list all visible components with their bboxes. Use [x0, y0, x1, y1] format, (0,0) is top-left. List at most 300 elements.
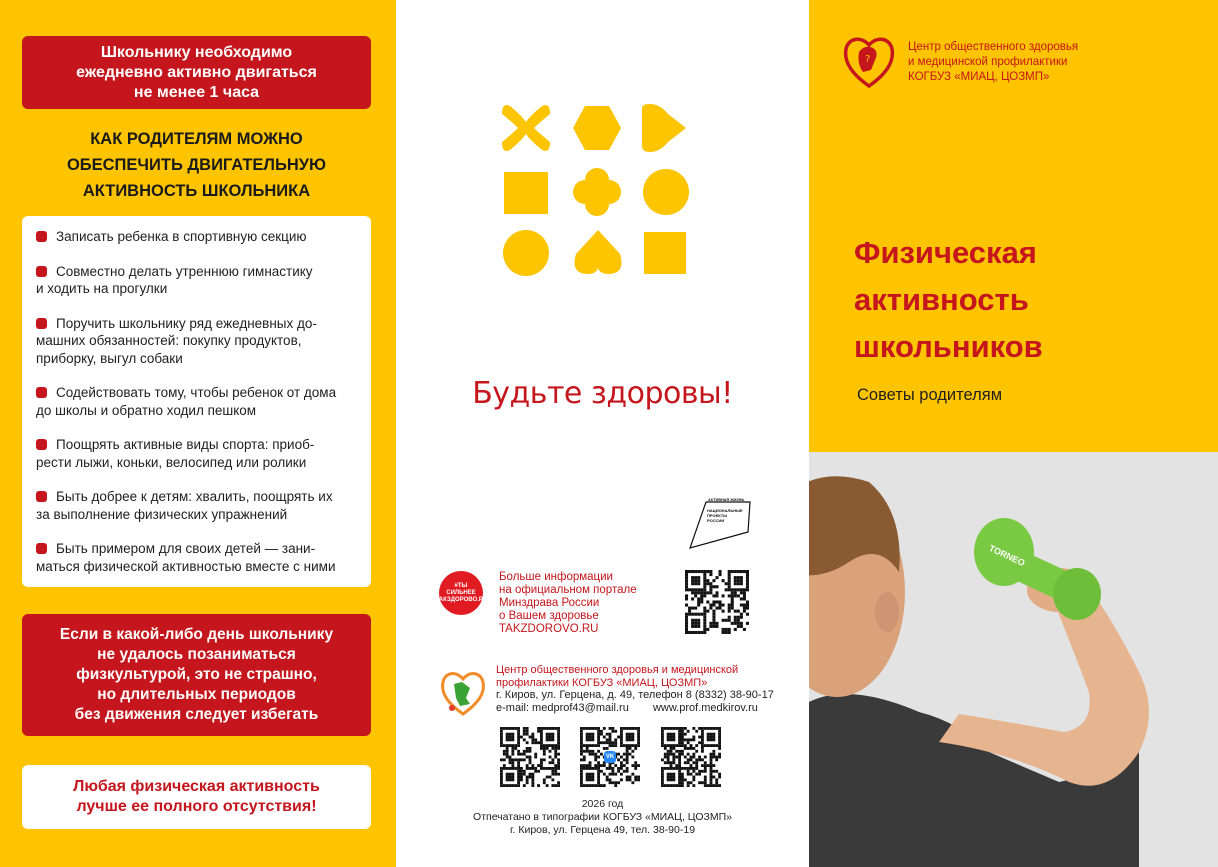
qr-module	[672, 753, 675, 756]
qr-code-website[interactable]	[661, 727, 721, 787]
qr-module	[531, 764, 534, 767]
qr-module	[503, 767, 506, 770]
qr-module	[594, 756, 597, 759]
qr-module	[631, 773, 634, 776]
qr-module	[554, 756, 557, 759]
qr-module	[509, 761, 512, 764]
circle-icon	[503, 230, 549, 276]
qr-module	[600, 770, 603, 773]
vk-icon: VK	[604, 751, 616, 763]
qr-module	[529, 750, 532, 753]
qr-module	[707, 744, 710, 747]
qr-module	[557, 781, 560, 784]
qr-module	[690, 767, 693, 770]
qr-module	[691, 613, 694, 616]
qr-module	[629, 744, 632, 747]
qr-module	[617, 753, 620, 756]
center-website[interactable]: www.prof.medkirov.ru	[652, 701, 758, 714]
qr-module	[603, 736, 606, 739]
qr-module	[511, 747, 514, 750]
bullet-icon	[36, 266, 47, 277]
qr-module	[710, 776, 713, 779]
slogan: Будьте здоровы!	[472, 376, 733, 411]
qr-module	[691, 576, 694, 579]
qr-module	[597, 784, 600, 787]
qr-module	[661, 733, 664, 736]
qr-module	[520, 773, 523, 776]
qr-module	[614, 781, 617, 784]
qr-module	[589, 744, 592, 747]
qr-module	[500, 770, 503, 773]
qr-module	[681, 750, 684, 753]
qr-module	[580, 738, 583, 741]
qr-module	[740, 625, 743, 628]
qr-module	[620, 744, 623, 747]
qr-module	[678, 761, 681, 764]
qr-module	[734, 628, 737, 631]
qr-module	[698, 756, 701, 759]
qr-module	[500, 733, 503, 736]
qr-module	[681, 776, 684, 779]
qr-module	[597, 733, 600, 736]
qr-module	[703, 582, 706, 585]
qr-module	[511, 776, 514, 779]
qr-module	[722, 628, 725, 631]
qr-module	[549, 750, 552, 753]
qr-module	[695, 773, 698, 776]
qr-module	[743, 607, 746, 610]
qr-module	[697, 622, 700, 625]
qr-module	[540, 764, 543, 767]
qr-module	[692, 776, 695, 779]
qr-module	[670, 727, 673, 730]
qr-module	[664, 761, 667, 764]
center-contacts	[496, 664, 774, 714]
qr-module	[694, 588, 697, 591]
qr-module	[731, 607, 734, 610]
qr-module	[620, 773, 623, 776]
qr-module	[694, 613, 697, 616]
qr-module	[637, 764, 640, 767]
qr-module	[715, 744, 718, 747]
qr-module	[703, 631, 706, 634]
qr-module	[710, 733, 713, 736]
qr-module	[688, 588, 691, 591]
qr-module	[606, 747, 609, 750]
qr-module	[549, 733, 552, 736]
qr-module	[580, 733, 583, 736]
qr-module	[620, 727, 623, 730]
qr-module	[523, 738, 526, 741]
qr-module	[718, 736, 721, 739]
qr-module	[728, 610, 731, 613]
qr-module	[586, 764, 589, 767]
qr-module	[583, 750, 586, 753]
list-item	[36, 436, 361, 471]
qr-module	[551, 773, 554, 776]
qr-module	[500, 767, 503, 770]
qr-module	[684, 727, 687, 730]
qr-module	[589, 764, 592, 767]
qr-module	[694, 631, 697, 634]
qr-module	[500, 738, 503, 741]
qr-module	[685, 631, 688, 634]
portal-info-line: Минздрава России	[499, 597, 600, 609]
qr-module	[503, 758, 506, 761]
qr-module	[737, 579, 740, 582]
qr-module	[540, 744, 543, 747]
qr-module	[631, 781, 634, 784]
list-item	[36, 315, 361, 368]
qr-module	[594, 764, 597, 767]
qr-module	[597, 764, 600, 767]
qr-module	[712, 736, 715, 739]
bullet-icon	[36, 387, 47, 398]
qr-module	[540, 747, 543, 750]
qr-module	[728, 573, 731, 576]
qr-module	[661, 784, 664, 787]
qr-module	[537, 727, 540, 730]
qr-module	[707, 733, 710, 736]
qr-module	[691, 579, 694, 582]
qr-module	[623, 758, 626, 761]
qr-module	[597, 738, 600, 741]
qr-module	[523, 727, 526, 730]
qr-code-vk[interactable]	[580, 727, 640, 787]
qr-module	[712, 750, 715, 753]
qr-module	[509, 738, 512, 741]
qr-module	[517, 767, 520, 770]
qr-module	[715, 622, 718, 625]
qr-module	[719, 607, 722, 610]
qr-module	[710, 781, 713, 784]
qr-module	[629, 738, 632, 741]
qr-module	[670, 747, 673, 750]
qr-module	[583, 727, 586, 730]
qr-module	[672, 773, 675, 776]
qr-module	[737, 594, 740, 597]
qr-module	[603, 784, 606, 787]
qr-module	[681, 767, 684, 770]
square-icon	[504, 172, 548, 214]
qr-module	[718, 753, 721, 756]
qr-module	[701, 733, 704, 736]
qr-module	[520, 776, 523, 779]
qr-module	[543, 727, 546, 730]
qr-module	[710, 773, 713, 776]
portal-link[interactable]: TAKZDOROVO.RU	[499, 623, 599, 635]
qr-module	[701, 750, 704, 753]
qr-module	[597, 761, 600, 764]
qr-icon	[685, 570, 749, 634]
qr-module	[661, 758, 664, 761]
qr-module	[589, 733, 592, 736]
qr-module	[703, 625, 706, 628]
qr-module	[540, 741, 543, 744]
qr-module	[597, 727, 600, 730]
qr-module	[695, 767, 698, 770]
qr-module	[664, 744, 667, 747]
qr-module	[549, 727, 552, 730]
qr-module	[509, 736, 512, 739]
qr-module	[667, 753, 670, 756]
qr-module	[743, 604, 746, 607]
qr-module	[520, 736, 523, 739]
qr-module	[526, 778, 529, 781]
qr-module	[670, 750, 673, 753]
x-shape-icon	[502, 105, 550, 151]
qr-module	[688, 610, 691, 613]
qr-module	[589, 773, 592, 776]
tip-text: Поручить школьнику ряд ежедневных до- машних обязанностей: покупку продуктов, приборку, выгул собаки	[36, 315, 317, 366]
qr-module	[583, 756, 586, 759]
qr-module	[611, 767, 614, 770]
qr-module	[546, 747, 549, 750]
qr-module	[690, 758, 693, 761]
qr-module	[728, 579, 731, 582]
qr-module	[719, 604, 722, 607]
qr-module	[700, 591, 703, 594]
qr-module	[589, 776, 592, 779]
middle-panel	[396, 0, 809, 867]
qr-module	[712, 744, 715, 747]
qr-module	[712, 733, 715, 736]
qr-module	[681, 736, 684, 739]
qr-module	[523, 784, 526, 787]
qr-module	[661, 730, 664, 733]
qr-module	[520, 770, 523, 773]
qr-module	[543, 744, 546, 747]
qr-module	[546, 744, 549, 747]
qr-module	[620, 741, 623, 744]
qr-module	[728, 582, 731, 585]
qr-module	[637, 776, 640, 779]
qr-module	[500, 741, 503, 744]
qr-module	[540, 767, 543, 770]
qr-module	[517, 778, 520, 781]
qr-module	[692, 738, 695, 741]
qr-module	[586, 738, 589, 741]
qr-module	[517, 744, 520, 747]
square-icon	[644, 232, 686, 274]
qr-module	[617, 758, 620, 761]
qr-module	[672, 727, 675, 730]
qr-module	[701, 758, 704, 761]
qr-module	[681, 738, 684, 741]
qr-module	[715, 576, 718, 579]
qr-module	[529, 767, 532, 770]
qr-module	[580, 764, 583, 767]
qr-module	[709, 582, 712, 585]
qr-module	[746, 622, 749, 625]
qr-module	[557, 761, 560, 764]
qr-module	[691, 597, 694, 600]
qr-module	[529, 758, 532, 761]
qr-module	[697, 631, 700, 634]
print-year: 2026 год	[581, 798, 624, 810]
bullet-icon	[36, 543, 47, 554]
center-email[interactable]: e-mail: medprof43@mail.ru	[496, 701, 629, 714]
qr-module	[594, 767, 597, 770]
qr-module	[678, 784, 681, 787]
qr-module	[675, 784, 678, 787]
qr-module	[586, 776, 589, 779]
qr-module	[514, 744, 517, 747]
qr-module	[703, 610, 706, 613]
qr-module	[661, 778, 664, 781]
qr-module	[722, 579, 725, 582]
qr-module	[629, 727, 632, 730]
qr-module	[704, 778, 707, 781]
qr-module	[710, 764, 713, 767]
portal-info	[499, 571, 637, 636]
tip-text: Содействовать тому, чтобы ребенок от дома до школы и обратно ходил пешком	[36, 385, 337, 418]
ty-silnee-logo: #ТЫ СИЛЬНЕЕ ТАКЗДОРОВО.РУ	[439, 571, 483, 615]
qr-code-center[interactable]	[500, 727, 560, 787]
qr-module	[514, 727, 517, 730]
qr-module	[715, 585, 718, 588]
qr-module	[626, 758, 629, 761]
qr-module	[703, 579, 706, 582]
qr-module	[631, 744, 634, 747]
qr-module	[664, 756, 667, 759]
qr-module	[661, 741, 664, 744]
qr-module	[670, 761, 673, 764]
qr-module	[703, 607, 706, 610]
qr-module	[731, 622, 734, 625]
qr-module	[685, 622, 688, 625]
qr-module	[594, 744, 597, 747]
qr-module	[675, 756, 678, 759]
qr-module	[670, 736, 673, 739]
qr-module	[597, 778, 600, 781]
qr-module	[719, 573, 722, 576]
qr-module	[701, 744, 704, 747]
qr-module	[634, 747, 637, 750]
qr-module	[728, 628, 731, 631]
qr-module	[600, 784, 603, 787]
qr-icon	[661, 727, 721, 787]
qr-module	[626, 756, 629, 759]
qr-module	[509, 756, 512, 759]
qr-module	[586, 727, 589, 730]
qr-module	[728, 594, 731, 597]
qr-module	[637, 778, 640, 781]
hexagon-icon	[573, 106, 621, 150]
qr-module	[701, 747, 704, 750]
qr-module	[534, 767, 537, 770]
qr-module	[697, 625, 700, 628]
qr-module	[597, 756, 600, 759]
qr-module	[672, 776, 675, 779]
qr-module	[710, 767, 713, 770]
qr-module	[591, 776, 594, 779]
print-info	[396, 798, 809, 837]
qr-module	[623, 753, 626, 756]
qr-module	[534, 741, 537, 744]
qr-module	[606, 778, 609, 781]
qr-module	[609, 767, 612, 770]
qr-module	[580, 758, 583, 761]
qr-module	[557, 767, 560, 770]
qr-module	[678, 781, 681, 784]
qr-module	[681, 741, 684, 744]
qr-module	[594, 758, 597, 761]
qr-module	[583, 784, 586, 787]
qr-module	[737, 570, 740, 573]
qr-module	[700, 613, 703, 616]
qr-module	[743, 610, 746, 613]
qr-module	[511, 773, 514, 776]
qr-module	[743, 570, 746, 573]
qr-module	[606, 733, 609, 736]
qr-module	[543, 781, 546, 784]
list-item	[36, 540, 361, 575]
qr-module	[603, 741, 606, 744]
qr-module	[626, 778, 629, 781]
qr-module	[687, 758, 690, 761]
qr-module	[626, 744, 629, 747]
qr-module	[543, 767, 546, 770]
qr-module	[609, 773, 612, 776]
qr-module	[740, 591, 743, 594]
qr-module	[687, 781, 690, 784]
qr-module	[685, 585, 688, 588]
qr-module	[743, 594, 746, 597]
qr-module	[554, 773, 557, 776]
qr-module	[715, 770, 718, 773]
qr-module	[692, 736, 695, 739]
qr-module	[704, 781, 707, 784]
qr-code-takzdorovo[interactable]	[685, 570, 749, 634]
qr-module	[690, 744, 693, 747]
qr-module	[688, 607, 691, 610]
qr-module	[509, 727, 512, 730]
qr-module	[526, 781, 529, 784]
qr-module	[526, 767, 529, 770]
qr-module	[667, 758, 670, 761]
cover-section	[809, 0, 1218, 452]
qr-module	[517, 776, 520, 779]
qr-module	[664, 767, 667, 770]
qr-module	[600, 741, 603, 744]
qr-module	[691, 591, 694, 594]
qr-module	[546, 727, 549, 730]
qr-module	[692, 753, 695, 756]
qr-module	[551, 758, 554, 761]
qr-module	[546, 738, 549, 741]
qr-module	[709, 604, 712, 607]
qr-module	[580, 727, 583, 730]
qr-module	[517, 738, 520, 741]
qr-module	[606, 767, 609, 770]
qr-module	[710, 758, 713, 761]
qr-module	[746, 579, 749, 582]
qr-module	[712, 610, 715, 613]
qr-module	[620, 730, 623, 733]
qr-module	[611, 773, 614, 776]
qr-module	[707, 764, 710, 767]
qr-module	[710, 784, 713, 787]
qr-module	[514, 784, 517, 787]
center-health-logo	[440, 668, 486, 716]
qr-module	[678, 733, 681, 736]
qr-module	[514, 747, 517, 750]
qr-module	[597, 750, 600, 753]
qr-module	[743, 628, 746, 631]
qr-module	[690, 756, 693, 759]
qr-module	[710, 778, 713, 781]
